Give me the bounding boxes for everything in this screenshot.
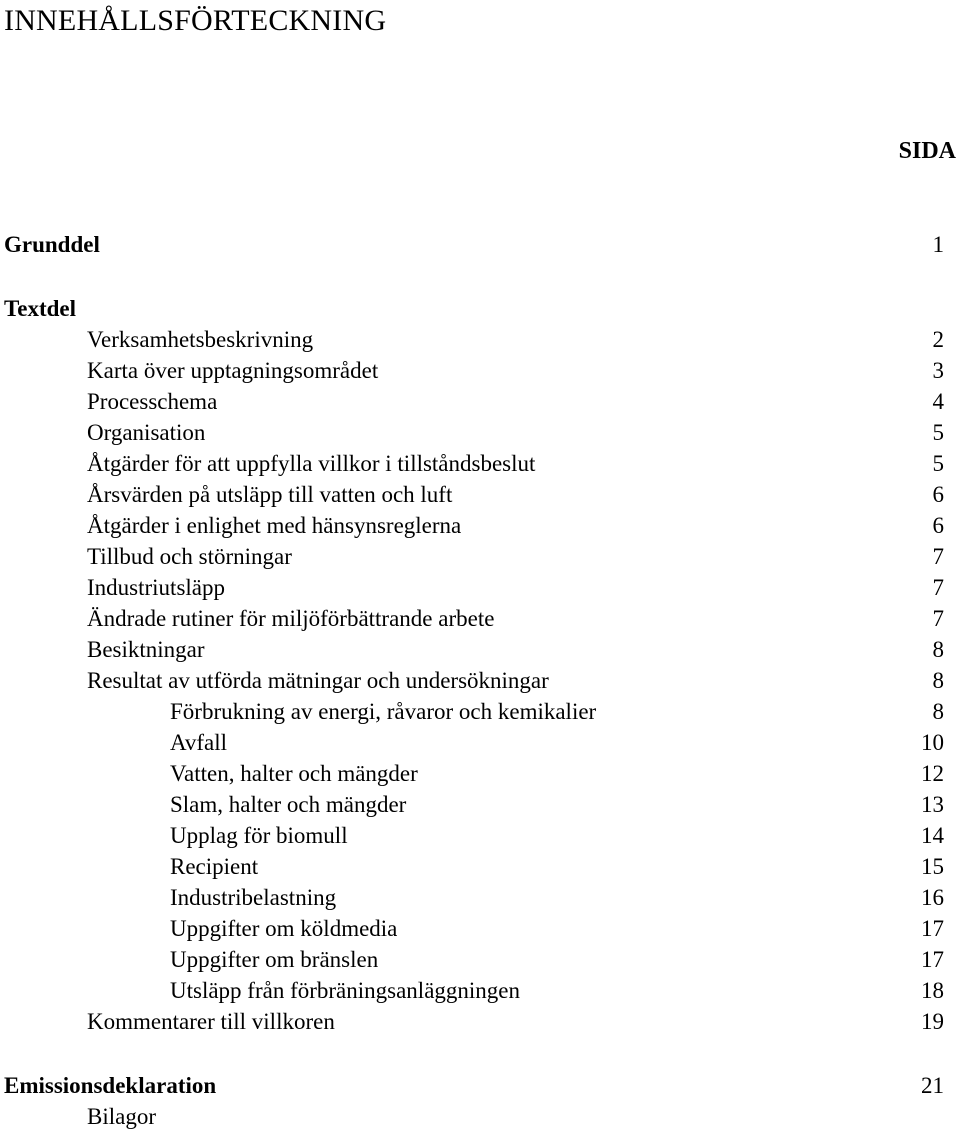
toc-entry-label: Kommentarer till villkoren [87, 1009, 335, 1034]
toc-entry-label: Grunddel [4, 232, 100, 257]
toc-entry-page: 5 [932, 420, 944, 445]
toc-entry-page: 7 [932, 575, 944, 600]
toc-entry-page: 8 [932, 637, 944, 662]
toc-entry-page: 2 [932, 327, 944, 352]
toc-entry [0, 634, 960, 665]
toc-entry-page: 19 [921, 1009, 944, 1034]
toc-entry [0, 665, 960, 696]
toc-entry-page: 10 [921, 730, 944, 755]
toc-entry-label: Förbrukning av energi, råvaror och kemikalier [170, 699, 597, 724]
toc-entry-page: 17 [921, 916, 944, 941]
toc-entry [0, 510, 960, 541]
toc-entry [0, 479, 960, 510]
toc-entry-page: 13 [921, 792, 944, 817]
toc-entry [0, 603, 960, 634]
toc-entry-label: Industriutsläpp [87, 575, 225, 600]
document-title: INNEHÅLLSFÖRTECKNING [4, 4, 387, 37]
toc-entry-label: Ändrade rutiner för miljöförbättrande arbete [87, 606, 495, 631]
toc-entry-page: 8 [932, 668, 944, 693]
toc-subentry [0, 758, 960, 789]
toc-entry-emissionsdeklaration [0, 1070, 960, 1101]
toc-entry-label: Uppgifter om köldmedia [170, 916, 398, 941]
toc-entry [0, 324, 960, 355]
toc-subentry [0, 975, 960, 1006]
toc-entry-label: Emissionsdeklaration [4, 1073, 217, 1098]
toc-entry-label: Tillbud och störningar [87, 544, 292, 569]
toc-entry [0, 355, 960, 386]
toc-entry-label: Verksamhetsbeskrivning [87, 327, 314, 352]
toc-entry [0, 572, 960, 603]
toc-entry [0, 1006, 960, 1037]
toc-subentry [0, 882, 960, 913]
toc-entry-label: Recipient [170, 854, 259, 879]
toc-subentry [0, 696, 960, 727]
toc-subentry [0, 820, 960, 851]
toc-subentry [0, 789, 960, 820]
toc-entry-page: 5 [932, 451, 944, 476]
toc-entry-page: 15 [921, 854, 944, 879]
toc-entry-label: Årsvärden på utsläpp till vatten och luft [87, 482, 453, 507]
toc-entry-page: 12 [921, 761, 944, 786]
toc-entry-label: Slam, halter och mängder [170, 792, 407, 817]
toc-subentry [0, 944, 960, 975]
toc-entry-page: 21 [921, 1073, 944, 1098]
toc-entry [0, 386, 960, 417]
toc-entry-page: 6 [932, 482, 944, 507]
toc-entry-page: 4 [932, 389, 944, 414]
toc-entry-page: 16 [921, 885, 944, 910]
toc-entry-label: Upplag för biomull [170, 823, 348, 848]
toc-entry-label: Karta över upptagningsområdet [87, 358, 379, 383]
toc-entry-bilagor [0, 1101, 960, 1132]
toc-entry-label: Industribelastning [170, 885, 337, 910]
toc-entry-page: 8 [932, 699, 944, 724]
toc-subentry [0, 727, 960, 758]
toc-entry-page: 7 [932, 606, 944, 631]
toc-entry-label: Besiktningar [87, 637, 205, 662]
toc-entry-page: 14 [921, 823, 944, 848]
toc-entry-grunddel [0, 229, 960, 260]
toc-entry-label: Vatten, halter och mängder [170, 761, 418, 786]
toc-entry-label: Processchema [87, 389, 218, 414]
toc-entry [0, 448, 960, 479]
toc-entry-label: Åtgärder i enlighet med hänsynsreglerna [87, 513, 462, 538]
toc-entry-page: 1 [932, 232, 944, 257]
toc-entry-label: Resultat av utförda mätningar och undersökningar [87, 668, 549, 693]
toc-entry-label: Bilagor [87, 1104, 156, 1129]
toc-entry [0, 417, 960, 448]
toc-subentry [0, 913, 960, 944]
toc-entry-page: 6 [932, 513, 944, 538]
toc-entry-page: 7 [932, 544, 944, 569]
toc-entry-label: Avfall [170, 730, 228, 755]
toc-entry-label: Uppgifter om bränslen [170, 947, 379, 972]
toc-entry-label: Åtgärder för att uppfylla villkor i tillståndsbeslut [87, 451, 536, 476]
toc-entry-textdel [0, 293, 960, 324]
page-column-header: SIDA [898, 138, 956, 164]
toc-entry-page: 18 [921, 978, 944, 1003]
toc-entry-label: Textdel [4, 296, 76, 321]
toc-entry-label: Organisation [87, 420, 206, 445]
toc-subentry [0, 851, 960, 882]
toc-entry-page: 3 [932, 358, 944, 383]
toc-entry [0, 541, 960, 572]
toc-entry-label: Utsläpp från förbräningsanläggningen [170, 978, 521, 1003]
toc-entry-page: 17 [921, 947, 944, 972]
